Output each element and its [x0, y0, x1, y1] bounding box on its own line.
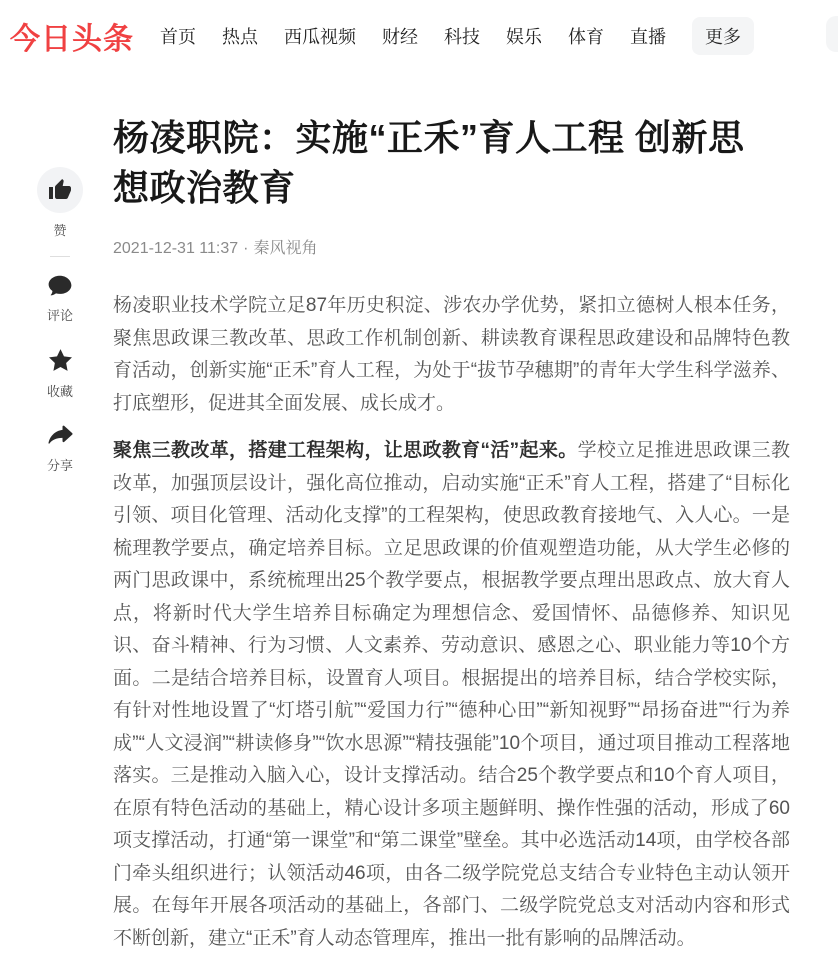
nav-item-tech[interactable]: 科技 [444, 27, 480, 47]
favorite-label: 收藏 [46, 384, 73, 399]
article [113, 72, 790, 955]
article-meta [113, 235, 790, 258]
favorite-action [47, 348, 74, 400]
like-action [37, 167, 83, 239]
like-label: 赞 [53, 223, 67, 238]
paragraph-text: 学校立足推进思政课三教改革，加强顶层设计，强化高位推动，启动实施“正禾”育人工程，搭建了“目标化引领、项目化管理、活动化支撑”的工程架构，使思政教育接地气、入人心。一是梳理教学要点，确定培养目标。立足思政课的价值观塑造功能，从大学生必修的两门思政课中，系统梳理出25个教学要点，根据教学要点理出思政点、放大育人点，将新时代大学生培养目标确定为理想信念、爱国情怀、品德修养、知识见识、奋斗精神、行为习惯、人文素养、劳动意识、感恩之心、职业能力等10个方面。二是结合培养目标，设置育人项目。根据提出的培养目标，结合学校实际，有针对性地设置了“灯塔引航”“爱国力行”“德种心田”“新知视野”“昂扬奋进”“行为养成”“人文浸润”“耕读修身”“饮水思源”“精技强能”10个项目，通过项目推动工程落地落实。三是推动入脑入心，设计支撑活动。结合25个教学要点和10个育人项目，在原有特色活动的基础上，精心设计多项主题鲜明、操作性强的活动，形成了60项支撑活动，打通“第一课堂”和“第二课堂”壁垒。其中必选活动14项，由学校各部门牵头组织进行；认领活动46项，由各二级学院党总支结合专业特色主动认领开展。在每年开展各项活动的基础上，各部门、二级学院党总支对活动内容和形式不断创新，建立“正禾”育人动态管理库，推出一批有影响的品牌活动。 [113, 440, 790, 949]
publish-datetime: 2021-12-31 11:37 [113, 240, 239, 257]
action-bar [36, 167, 84, 474]
comment-bubble-icon [47, 274, 73, 298]
star-icon [47, 348, 74, 374]
nav-item-finance[interactable]: 财经 [382, 27, 418, 47]
site-header [0, 0, 838, 72]
comment-button[interactable] [47, 274, 73, 298]
toutiao-logo[interactable]: 今日头条 [10, 23, 134, 56]
thumbs-up-icon [48, 178, 72, 202]
search-box-partial[interactable] [826, 16, 838, 52]
nav-item-sports[interactable]: 体育 [568, 27, 604, 47]
like-button[interactable] [37, 167, 83, 213]
main-area [0, 72, 838, 955]
article-paragraph-2 [113, 435, 790, 955]
nav-item-live[interactable]: 直播 [630, 27, 666, 47]
article-source[interactable]: 秦风视角 [253, 240, 318, 257]
nav-more-button[interactable]: 更多 [692, 17, 754, 55]
comment-label: 评论 [46, 308, 73, 323]
share-label: 分享 [46, 458, 73, 473]
meta-separator: · [243, 240, 249, 257]
nav-item-entertainment[interactable]: 娱乐 [506, 27, 542, 47]
nav-item-home[interactable]: 首页 [160, 27, 196, 47]
comment-action [47, 274, 73, 324]
article-title: 杨凌职院：实施“正禾”育人工程 创新思想政治教育 [113, 117, 745, 208]
share-button[interactable] [46, 424, 74, 448]
favorite-button[interactable] [47, 348, 74, 374]
nav-item-xigua-video[interactable]: 西瓜视频 [284, 27, 356, 47]
nav-item-hot[interactable]: 热点 [222, 27, 258, 47]
paragraph-lead: 聚焦三教改革，搭建工程架构，让思政教育“活”起来。 [113, 440, 578, 461]
share-action [46, 424, 74, 474]
main-nav [160, 17, 754, 55]
share-arrow-icon [46, 424, 74, 448]
article-paragraph-1 [113, 290, 790, 420]
paragraph-text: 杨凌职业技术学院立足87年历史积淀、涉农办学优势，紧扣立德树人根本任务，聚焦思政课三教改革、思政工作机制创新、耕读教育课程思政建设和品牌特色教育活动，创新实施“正禾”育人工程，为处于“拔节孕穗期”的青年大学生科学滋养、打底塑形，促进其全面发展、成长成才。 [113, 295, 790, 414]
action-divider [50, 256, 70, 257]
